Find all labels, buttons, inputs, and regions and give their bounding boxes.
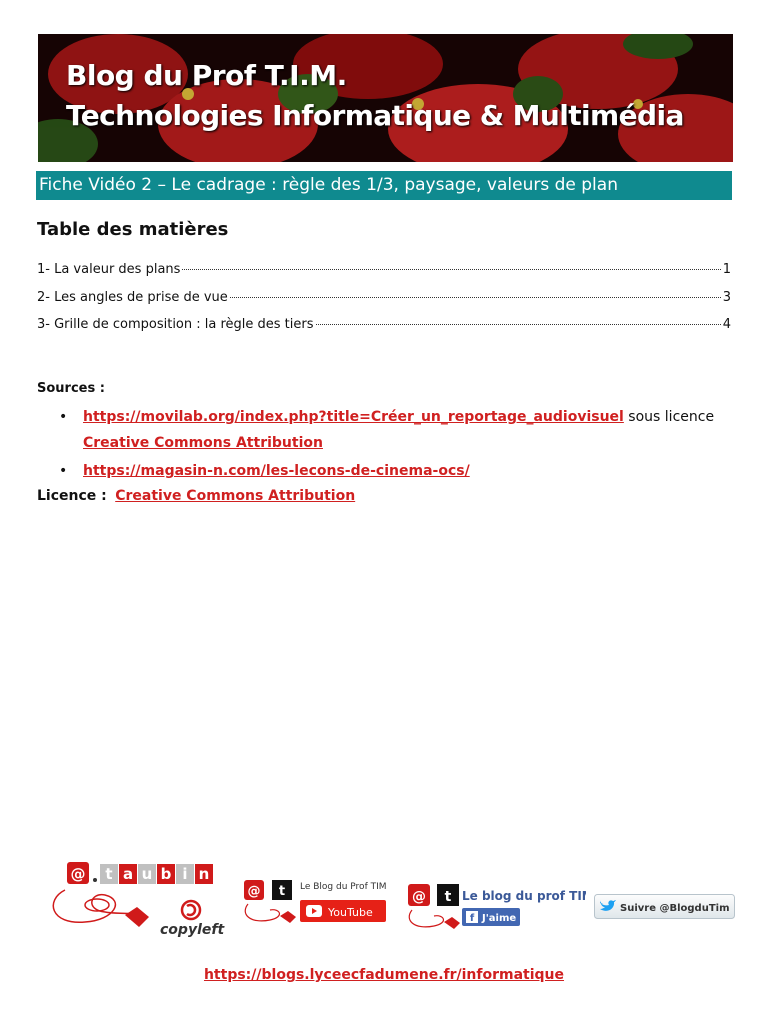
logo-letter: @ bbox=[70, 865, 86, 883]
logo-letter: @ bbox=[247, 884, 261, 899]
facebook-logo-icon bbox=[404, 880, 586, 934]
twitter-button-icon bbox=[594, 894, 735, 919]
blog-url-link[interactable]: https://blogs.lyceecfadumene.fr/informatique bbox=[203, 967, 565, 983]
logo-letter: t bbox=[444, 889, 452, 905]
toc-entry-label: 2- Les angles de prise de vue bbox=[37, 290, 228, 305]
logo-letter: @ bbox=[412, 889, 426, 905]
banner-subtitle: Technologies Informatique & Multimédia bbox=[66, 99, 684, 132]
source-link-movilab[interactable]: https://movilab.org/index.php?title=Créer_un_reportage_audiovisuel bbox=[83, 409, 624, 425]
facebook-page-logo[interactable] bbox=[404, 880, 586, 934]
facebook-logo-title: Le blog du prof TIM bbox=[462, 889, 586, 903]
facebook-like-label: J'aime bbox=[482, 913, 517, 924]
taubin-copyleft-logo[interactable] bbox=[45, 860, 225, 940]
toc-leader-dots bbox=[230, 297, 721, 298]
youtube-logo-icon bbox=[240, 872, 390, 928]
banner-title: Blog du Prof T.I.M. bbox=[66, 59, 347, 92]
bullet-icon: • bbox=[59, 409, 68, 425]
svg-text:f: f bbox=[469, 913, 475, 924]
toc-entry[interactable] bbox=[37, 262, 731, 282]
licence-line bbox=[37, 488, 355, 504]
toc-entry-page: 4 bbox=[722, 317, 731, 332]
source-licence-text: sous licence bbox=[623, 409, 715, 425]
licence-label: Licence : bbox=[37, 488, 107, 504]
toc-entry-page: 3 bbox=[722, 290, 731, 305]
header-banner bbox=[38, 34, 733, 162]
twitter-button-label: Suivre @BlogduTim bbox=[620, 903, 730, 914]
list-item bbox=[37, 458, 731, 484]
toc-entry-page: 1 bbox=[722, 262, 731, 277]
logo-letter: b bbox=[160, 865, 172, 883]
sources-label: Sources : bbox=[37, 381, 105, 396]
logo-letter: i bbox=[182, 865, 188, 883]
toc-leader-dots bbox=[316, 324, 721, 325]
youtube-button-label: YouTube bbox=[328, 906, 373, 919]
creative-commons-link[interactable]: Creative Commons Attribution bbox=[83, 435, 323, 451]
youtube-logo-title: Le Blog du Prof TIM bbox=[300, 882, 387, 892]
logo-letter: a bbox=[122, 865, 134, 883]
document-title-bar bbox=[36, 171, 732, 200]
twitter-follow-button[interactable] bbox=[594, 894, 735, 919]
licence-link[interactable]: Creative Commons Attribution bbox=[115, 488, 356, 504]
sources-list bbox=[37, 404, 731, 484]
youtube-channel-logo[interactable] bbox=[240, 872, 390, 928]
toc-entry[interactable] bbox=[37, 317, 731, 337]
toc-entry-label: 1- La valeur des plans bbox=[37, 262, 181, 277]
document-title: Fiche Vidéo 2 – Le cadrage : règle des 1/3, paysage, valeurs de plan bbox=[39, 175, 618, 195]
toc-entry[interactable] bbox=[37, 290, 731, 310]
toc-heading: Table des matières bbox=[37, 219, 229, 240]
toc-entry-label: 3- Grille de composition : la règle des tiers bbox=[37, 317, 314, 332]
list-item bbox=[37, 404, 731, 456]
taubin-logo-icon bbox=[45, 860, 225, 940]
toc-leader-dots bbox=[182, 269, 720, 270]
logo-letter: u bbox=[141, 865, 153, 883]
logo-letter: t bbox=[105, 865, 113, 883]
logo-letter: n bbox=[198, 865, 210, 883]
footer-url bbox=[0, 967, 768, 983]
logo-letter: t bbox=[278, 884, 286, 899]
bullet-icon: • bbox=[59, 463, 68, 479]
copyleft-label: copyleft bbox=[160, 922, 225, 938]
source-link-magasin[interactable]: https://magasin-n.com/les-lecons-de-cinema-ocs/ bbox=[83, 463, 470, 479]
